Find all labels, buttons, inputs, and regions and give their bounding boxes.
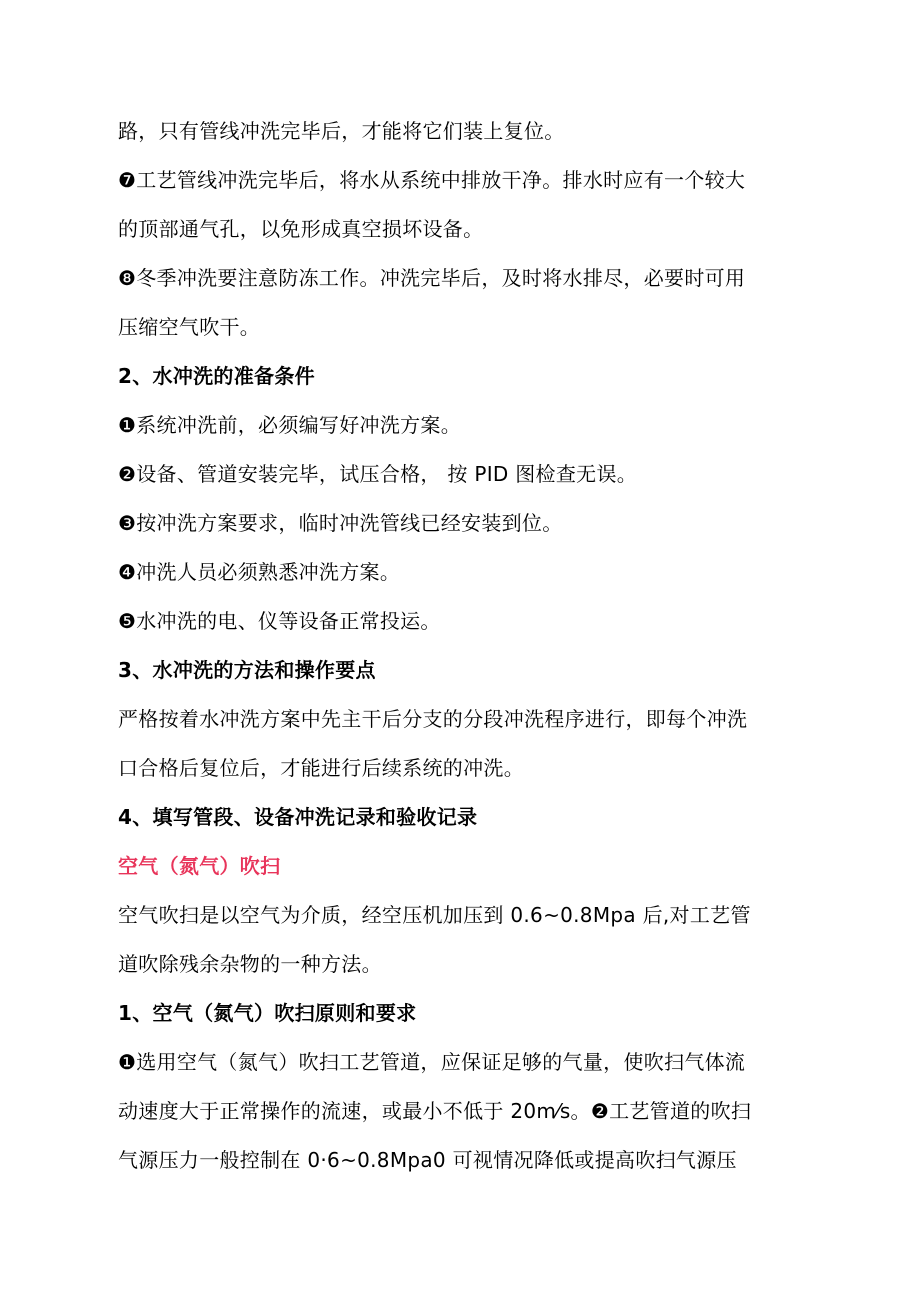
subheading-preparation: 2、水冲洗的准备条件: [118, 364, 315, 388]
paragraph-line: 气源压力一般控制在 0·6~0.8Mpa0 可视情况降低或提高吹扫气源压: [118, 1148, 737, 1172]
section-heading-air-purge: 空气（氮气）吹扫: [118, 854, 281, 878]
list-item-7: ❼工艺管线冲洗完毕后，将水从系统中排放干净。排水时应有一个较大: [118, 168, 746, 192]
list-item-1: ❶系统冲洗前，必须编写好冲洗方案。: [118, 413, 462, 437]
subheading-principles: 1、空气（氮气）吹扫原则和要求: [118, 1001, 417, 1025]
list-item-2: ❷设备、管道安装完毕，试压合格， 按 PID 图检查无误。: [118, 462, 638, 486]
subheading-method: 3、水冲洗的方法和操作要点: [118, 658, 376, 682]
paragraph-line: 口合格后复位后，才能进行后续系统的冲洗。: [118, 756, 524, 780]
paragraph-line: 空气吹扫是以空气为介质，经空压机加压到 0.6~0.8Mpa 后,对工艺管: [118, 903, 751, 927]
paragraph-line: 的顶部通气孔，以免形成真空损坏设备。: [118, 217, 484, 241]
list-item-5: ❺水冲洗的电、仪等设备正常投运。: [118, 609, 441, 633]
list-item-8: ❽冬季冲洗要注意防冻工作。冲洗完毕后，及时将水排尽，必要时可用: [118, 266, 746, 290]
list-item-4: ❹冲洗人员必须熟悉冲洗方案。: [118, 560, 401, 584]
list-item-3: ❸按冲洗方案要求，临时冲洗管线已经安装到位。: [118, 511, 563, 535]
paragraph-line: 动速度大于正常操作的流速，或最小不低于 20m⁄s。❷工艺管道的吹扫: [118, 1099, 752, 1123]
paragraph-line: 道吹除残余杂物的一种方法。: [118, 952, 382, 976]
paragraph-line: 路，只有管线冲洗完毕后，才能将它们装上复位。: [118, 119, 565, 143]
paragraph-line: 压缩空气吹干。: [118, 315, 261, 339]
paragraph-line: 严格按着水冲洗方案中先主干后分支的分段冲洗程序进行，即每个冲洗: [118, 707, 748, 731]
list-item-1: ❶选用空气（氮气）吹扫工艺管道，应保证足够的气量，使吹扫气体流: [118, 1050, 746, 1074]
subheading-records: 4、填写管段、设备冲洗记录和验收记录: [118, 805, 478, 829]
